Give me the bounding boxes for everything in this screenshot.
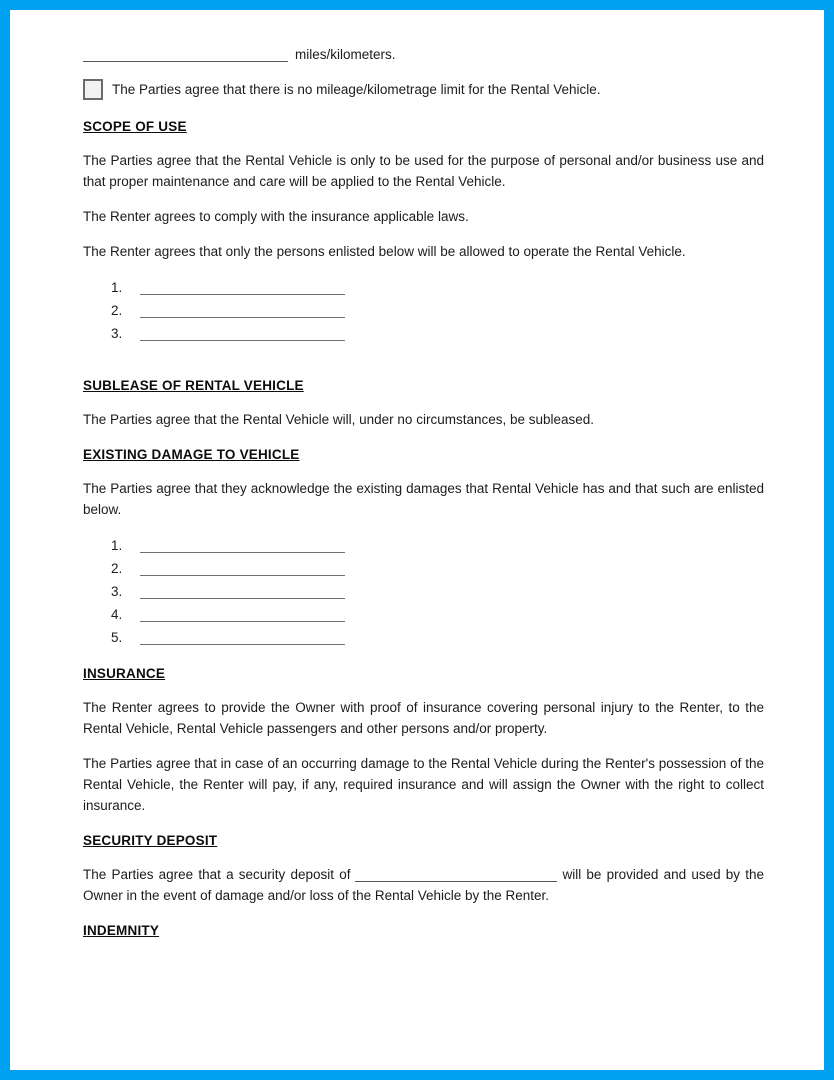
scope-of-use-heading: SCOPE OF USE [83, 119, 187, 134]
list-number: 3. [111, 584, 123, 599]
mileage-line [83, 44, 764, 65]
security-deposit-paragraph [83, 864, 764, 906]
driver-blank-field[interactable] [140, 283, 345, 295]
scope-paragraph-2: The Renter agrees to comply with the insurance applicable laws. [83, 209, 469, 224]
damage-blank-field[interactable] [140, 564, 345, 576]
list-item [111, 534, 764, 557]
list-number: 5. [111, 630, 123, 645]
list-number: 1. [111, 280, 123, 295]
driver-blank-field[interactable] [140, 306, 345, 318]
scope-paragraph-3: The Renter agrees that only the persons enlisted below will be allowed to operate the Rental Vehicle. [83, 244, 686, 259]
existing-damage-heading: EXISTING DAMAGE TO VEHICLE [83, 447, 300, 462]
security-deposit-blank-field[interactable] [355, 870, 557, 882]
no-mileage-limit-row [83, 79, 764, 100]
existing-damage-paragraph: The Parties agree that they acknowledge the existing damages that Rental Vehicle has and that such are enlisted below. [83, 481, 764, 517]
driver-blank-field[interactable] [140, 329, 345, 341]
list-number: 2. [111, 561, 123, 576]
damage-blank-field[interactable] [140, 541, 345, 553]
list-item [111, 299, 764, 322]
list-item [111, 322, 764, 345]
indemnity-heading: INDEMNITY [83, 923, 160, 938]
list-number: 3. [111, 326, 123, 341]
list-item [111, 276, 764, 299]
damage-blank-field[interactable] [140, 633, 345, 645]
security-deposit-text-before: The Parties agree that a security deposit of [83, 867, 351, 882]
security-deposit-text-after: will be provided and used by the Owner in the event of damage and/or loss of the Rental Vehicle by the Renter. [83, 867, 764, 903]
list-item [111, 580, 764, 603]
list-item [111, 603, 764, 626]
list-number: 1. [111, 538, 123, 553]
list-number: 2. [111, 303, 123, 318]
damage-blank-field[interactable] [140, 610, 345, 622]
mileage-suffix: miles/kilometers. [295, 47, 396, 62]
damage-blank-field[interactable] [140, 587, 345, 599]
list-number: 4. [111, 607, 123, 622]
insurance-paragraph-1: The Renter agrees to provide the Owner with proof of insurance covering personal injury to the Renter, to the Rental Vehicle, Rental Vehicle passengers and other persons and/or property. [83, 700, 764, 736]
list-item [111, 557, 764, 580]
insurance-paragraph-2: The Parties agree that in case of an occurring damage to the Rental Vehicle during the Renter's possession of the Rental Vehicle, the Renter will pay, if any, required insurance and will assign the Owner with the right to collect insurance. [83, 756, 764, 813]
no-mileage-limit-label: The Parties agree that there is no mileage/kilometrage limit for the Rental Vehicle. [112, 82, 601, 97]
scope-paragraph-1: The Parties agree that the Rental Vehicle is only to be used for the purpose of personal and/or business use and that proper maintenance and care will be applied to the Rental Vehicle. [83, 153, 764, 189]
security-deposit-heading: SECURITY DEPOSIT [83, 833, 218, 848]
authorized-drivers-list [111, 276, 764, 345]
sublease-heading: SUBLEASE OF RENTAL VEHICLE [83, 378, 304, 393]
list-item [111, 626, 764, 649]
document-content [10, 10, 824, 941]
insurance-heading: INSURANCE [83, 666, 166, 681]
mileage-blank-field[interactable] [83, 50, 288, 62]
existing-damage-list [111, 534, 764, 649]
sublease-paragraph: The Parties agree that the Rental Vehicle will, under no circumstances, be subleased. [83, 412, 595, 427]
no-mileage-limit-checkbox[interactable] [83, 79, 103, 100]
